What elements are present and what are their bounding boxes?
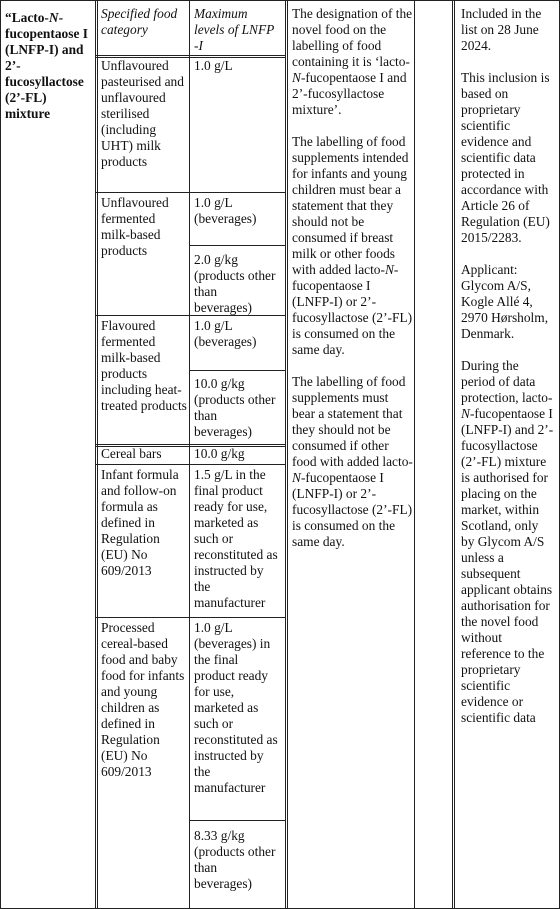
level-cell: 2.0 g/kg (products other than beverages) <box>194 252 276 315</box>
header-category: Specified food category <box>101 6 178 37</box>
category-cell: Unflavoured fermented milk-based products <box>101 195 169 258</box>
note-paragraph <box>461 358 555 726</box>
name-part: -fucopentaose I (LNFP-I) and 2’-fucosyllactose (2’-FL) mixture <box>5 10 88 121</box>
name-italic-part: N <box>48 10 59 25</box>
category-cell: Processed cereal-based food and baby food for infants and young children as defined in Regulation (EU) No 609/2013 <box>101 620 185 779</box>
italic-part: N <box>292 70 301 85</box>
level-cell: 8.33 g/kg (products other than beverages) <box>194 828 276 891</box>
text-part: -fucopentaose I (LNFP-I) and 2’-fucosyllactose (2’-FL) mixture is authorised for placing on the market, within Scotland, only by Glycom A/S unless a subsequent applicant obtains authorisation for the novel food without reference to the proprietary scientific evidence or scientific data <box>461 406 554 725</box>
level-cell: 1.0 g/L <box>194 58 233 73</box>
text-part: The labelling of food supplements intended for infants and young children must bear a statement that they should not be consumed if breast milk or other foods with added lacto- <box>292 134 409 277</box>
italic-part: N <box>384 262 394 277</box>
row-divider <box>189 370 285 371</box>
column-divider <box>285 0 288 909</box>
italic-part: N <box>461 406 470 421</box>
labelling-paragraph <box>292 134 413 358</box>
category-cell: Cereal bars <box>101 446 162 461</box>
name-part: Lacto- <box>11 10 49 25</box>
header-levels: Maximum levels of LNFP -I <box>194 6 275 53</box>
text-part: -fucopentaose I and 2’-fucosyllactose mixture’. <box>292 70 407 117</box>
novel-food-name <box>5 10 91 122</box>
level-cell: 1.5 g/L in the final product ready for use, marketed as such or reconstituted as instructed by the manufacturer <box>194 467 278 610</box>
column-divider <box>452 0 455 909</box>
level-cell: 1.0 g/L (beverages) <box>194 195 257 226</box>
level-cell: 1.0 g/L (beverages) in the final product ready for use, marketed as such or reconstituted as instructed by the manufacturer <box>194 620 278 795</box>
labelling-requirements <box>292 6 413 550</box>
category-cell: Infant formula and follow-on formula as defined in Regulation (EU) No 609/2013 <box>101 467 179 578</box>
text-part: -fucopentaose I (LNFP-I) or 2’-fucosyllactose (2’-FL) is consumed on the same day. <box>292 262 413 357</box>
column-divider <box>414 0 415 909</box>
level-cell: 10.0 g/kg (products other than beverages) <box>194 376 276 439</box>
category-cell: Unflavoured pasteurised and unflavoured sterilised (including UHT) milk products <box>101 58 184 169</box>
row-divider <box>189 245 285 246</box>
italic-part: N <box>292 470 301 485</box>
labelling-paragraph <box>292 374 413 550</box>
labelling-paragraph <box>292 6 413 118</box>
row-divider <box>95 617 285 618</box>
column-divider <box>189 0 190 909</box>
note-paragraph: Applicant: Glycom A/S, Kogle Allé 4, 2970 Hørsholm, Denmark. <box>461 262 549 341</box>
text-part: The designation of the novel food on the labelling of food containing it is ‘lacto- <box>292 6 413 69</box>
text-part: The labelling of food supplements must bear a statement that they should not be consumed if other food with added lacto- <box>292 374 413 469</box>
row-divider <box>95 464 285 465</box>
note-paragraph: This inclusion is based on proprietary scientific evidence and scientific data protected in accordance with Article 26 of Regulation (EU) 2015/2283. <box>461 70 550 245</box>
level-cell: 10.0 g/kg <box>194 446 245 461</box>
row-divider <box>189 820 285 821</box>
level-cell: 1.0 g/L (beverages) <box>194 318 257 349</box>
category-cell: Flavoured fermented milk-based products including heat-treated products <box>101 318 187 413</box>
text-part: During the period of data protection, lacto- <box>461 358 553 405</box>
additional-requirements <box>461 6 555 726</box>
column-divider <box>95 0 98 909</box>
row-divider <box>95 192 285 193</box>
opening-quote: “ <box>5 10 12 25</box>
note-paragraph: Included in the list on 28 June 2024. <box>461 6 542 53</box>
text-part: -fucopentaose I (LNFP-I) or 2’-fucosyllactose (2’-FL) is consumed on the same day. <box>292 470 413 549</box>
